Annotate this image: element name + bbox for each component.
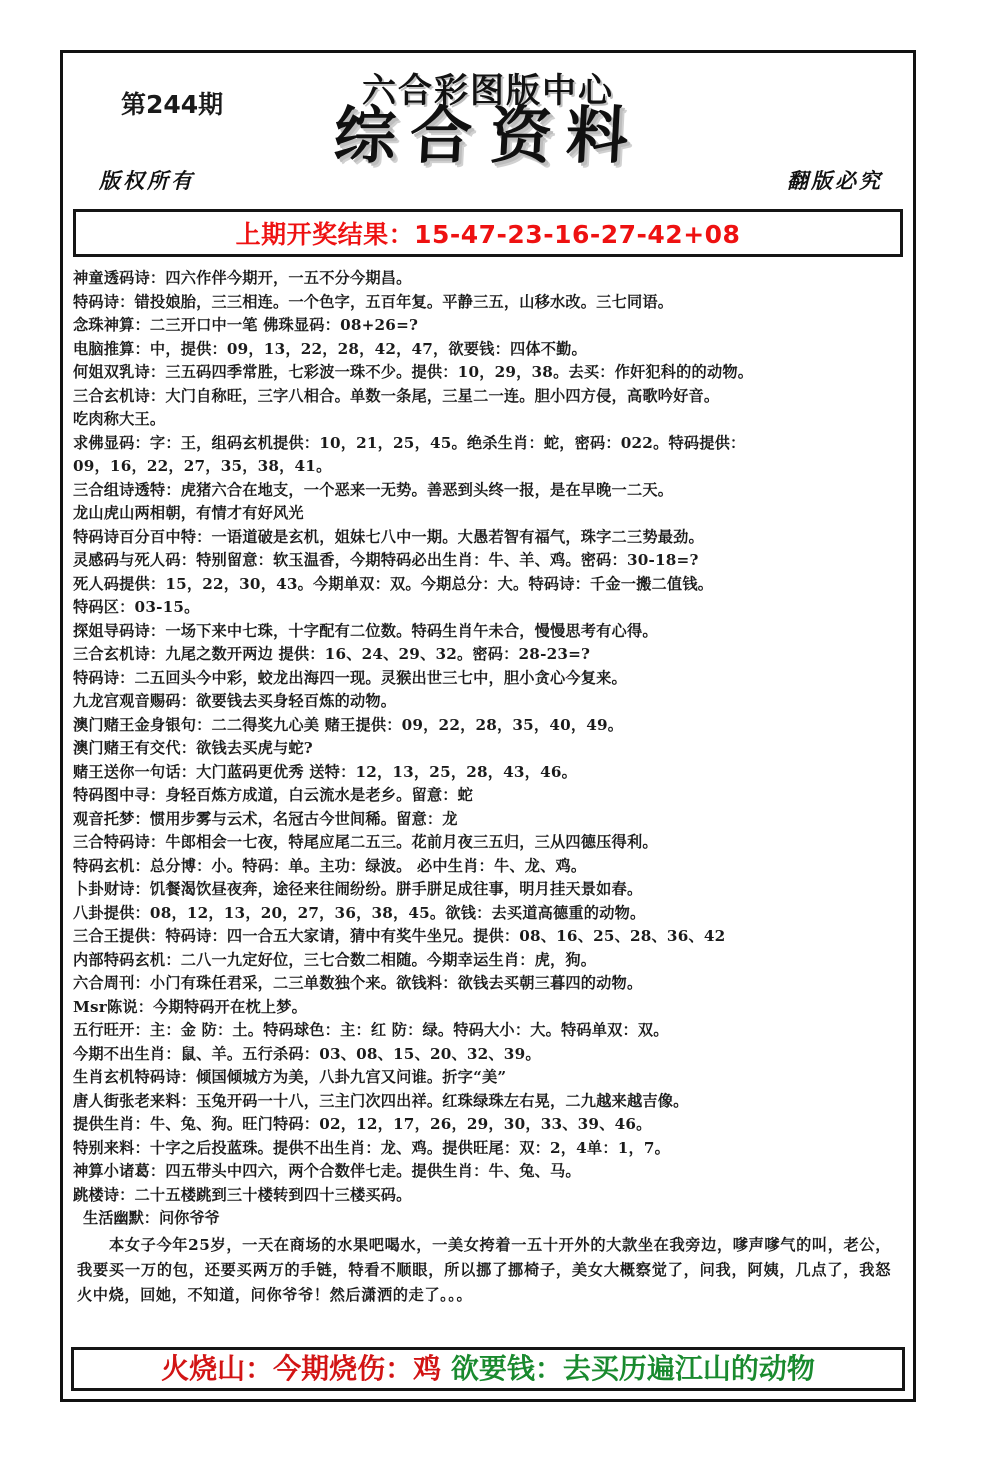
prediction-line: 09，16，22，27，35，38，41。 [73, 457, 332, 475]
prediction-line: Msr陈说：今期特码开在枕上梦。 [73, 997, 308, 1016]
poster-header [63, 53, 913, 203]
copyright-notice-right: 翻版必究 [787, 168, 883, 193]
prediction-line: 跳楼诗：二十五楼跳到三十楼转到四十三楼买码。 [73, 1185, 412, 1204]
poster-page [60, 50, 916, 1402]
prediction-line: 三合王提供：特码诗：四一合五大家请，猜中有奖牛坐兄。提供：08、16、25、28、36、42 [73, 927, 726, 945]
prediction-line: 求佛显码：字：王，组码玄机提供：10，21，25，45。绝杀生肖：蛇，密码：022。特码提供： [73, 433, 746, 452]
page-title-part1: 综合 [332, 99, 488, 172]
prediction-line: 澳门赌王有交代：欲钱去买虎与蛇? [73, 739, 313, 757]
footer-red-text: 火烧山：今期烧伤：鸡 [161, 1352, 442, 1385]
prediction-line: 卜卦财诗：饥餐渴饮昼夜奔，途径来往闹纷纷。胼手胼足成往事，明月挂天景如春。 [73, 880, 643, 898]
prediction-line: 特码诗：错投娘胎，三三相连。一个色字，五百年复。平静三五，山移水改。三七同语。 [73, 292, 674, 311]
page-title-part2: 资料 [488, 99, 644, 172]
prediction-line: 何姐双乳诗：三五码四季常胜，七彩波一珠不少。提供：10，29，38。去买：作奸犯科的的动物。 [73, 363, 754, 381]
prediction-line: 念珠神算：二三开口中一笔 佛珠显码：08+26=? [73, 316, 419, 334]
footer-banner-text [161, 1352, 815, 1385]
prediction-lines-list [73, 267, 905, 1207]
footer-banner [71, 1347, 905, 1391]
prediction-line: 提供生肖：牛、兔、狗。旺门特码：02，12，17，26，29，30，33、39、46。 [73, 1115, 652, 1133]
prediction-line: 内部特码玄机：二八一九定好位，三七合数二相随。今期幸运生肖：虎，狗。 [73, 950, 597, 969]
prediction-line: 唐人街张老来料：玉兔开码一十八，三主门次四出祥。红珠绿珠左右晃，二九越来越吉像。 [73, 1091, 689, 1110]
prediction-line: 特码玄机：总分博：小。特码：单。主功：绿波。 必中生肖：牛、龙、鸡。 [73, 856, 587, 875]
issue-number: 第244期 [121, 90, 224, 119]
joke-body-text: 本女子今年25岁，一天在商场的水果吧喝水，一美女挎着一五十开外的大款坐在我旁边，嗲声嗲气的叫，老公，我要买一万的包，还要买两万的手链，特看不顺眼，所以挪了挪椅子，美女大概察觉了，问我，阿姨，几点了，我怒火中烧，回她，不知道，问你爷爷！然后潇洒的走了。。。 [77, 1235, 891, 1304]
prediction-line: 三合组诗透特：虎猪六合在地支，一个恶来一无势。善恶到头终一报，是在早晚一二天。 [73, 480, 674, 499]
joke-heading: 生活幽默：问你爷爷 [83, 1209, 220, 1227]
prediction-line: 特码诗百分百中特：一语道破是玄机，姐妹七八中一期。大愚若智有福气，珠字二三势最劲。 [73, 527, 704, 546]
content-body [63, 261, 913, 1308]
prediction-line: 五行旺开：主：金 防：土。特码球色：主：红 防：绿。特码大小：大。特码单双：双。 [73, 1021, 669, 1039]
copyright-notice-left: 版权所有 [99, 168, 195, 193]
brand-title: 六合彩图版中心 [362, 71, 614, 111]
prediction-line: 三合玄机诗：大门自称旺，三字八相合。单数一条尾，三星二一连。胆小四方侵，高歌吟好音。 [73, 386, 720, 405]
prediction-line: 今期不出生肖：鼠、羊。五行杀码：03、08、15、20、32、39。 [73, 1044, 541, 1063]
prediction-line: 电脑推算：中，提供：09，13，22，28，42，47，欲要钱：四体不勤。 [73, 339, 587, 358]
prediction-line: 澳门赌王金身银句：二二得奖九心美 赌王提供：09，22，28，35，40，49。 [73, 715, 624, 734]
prediction-line: 吃肉称大王。 [73, 410, 166, 428]
prediction-line: 三合特码诗：牛郎相会一七夜，特尾应尾二五三。花前月夜三五归，三从四德压得利。 [73, 833, 658, 851]
prediction-line: 神算小诸葛：四五带头中四六，两个合数伴七走。提供生肖：牛、兔、马。 [73, 1162, 581, 1180]
prediction-line: 特码图中寻：身轻百炼方成道，白云流水是老乡。留意：蛇 [73, 786, 474, 804]
prediction-line: 死人码提供：15，22，30，43。今期单双：双。今期总分：大。特码诗：千金一搬二值钱。 [73, 574, 714, 593]
prediction-line: 特码诗：二五回头今中彩，蛟龙出海四一现。灵猴出世三七中，胆小贪心今复来。 [73, 668, 627, 687]
prediction-line: 六合周刊：小门有珠任君采，二三单数独个来。欲钱料：欲钱去买朝三暮四的动物。 [73, 974, 643, 992]
prediction-line: 赌王送你一句话：大门蓝码更优秀 送特：12，13，25，28，43，46。 [73, 762, 577, 781]
prediction-line: 三合玄机诗：九尾之数开两边 提供：16、24、29、32。密码：28-23=? [73, 645, 591, 663]
prediction-line: 生肖玄机特码诗：倾国倾城方为美，八卦九宫又问谁。折字“美” [73, 1068, 507, 1086]
prediction-line: 龙山虎山两相朝，有情才有好风光 [73, 504, 304, 522]
prediction-line: 九龙宫观音赐码：欲要钱去买身轻百炼的动物。 [73, 692, 397, 710]
prediction-line: 观音托梦：惯用步雾与云术，名冠古今世间稀。留意：龙 [73, 809, 458, 828]
last-draw-result-box [73, 209, 903, 257]
footer-green-text: 欲要钱：去买历遍江山的动物 [450, 1352, 815, 1385]
prediction-line: 神童透码诗：四六作伴今期开，一五不分今期昌。 [73, 269, 412, 287]
last-draw-result-text: 上期开奖结果：15-47-23-16-27-42+08 [235, 220, 741, 249]
prediction-line: 八卦提供：08，12，13，20，27，36，38，45。欲钱：去买道高德重的动物。 [73, 903, 646, 922]
prediction-line: 探姐导码诗：一场下来中七珠，十字配有二位数。特码生肖午未合，慢慢思考有心得。 [73, 621, 658, 640]
prediction-line: 特码区：03-15。 [73, 598, 200, 616]
prediction-line: 灵感码与死人码：特别留意：软玉温香，今期特码必出生肖：牛、羊、鸡。密码：30-18=? [73, 551, 699, 569]
prediction-line: 特别来料：十字之后投蓝珠。提供不出生肖：龙、鸡。提供旺尾：双：2，4单：1，7。 [73, 1138, 671, 1157]
